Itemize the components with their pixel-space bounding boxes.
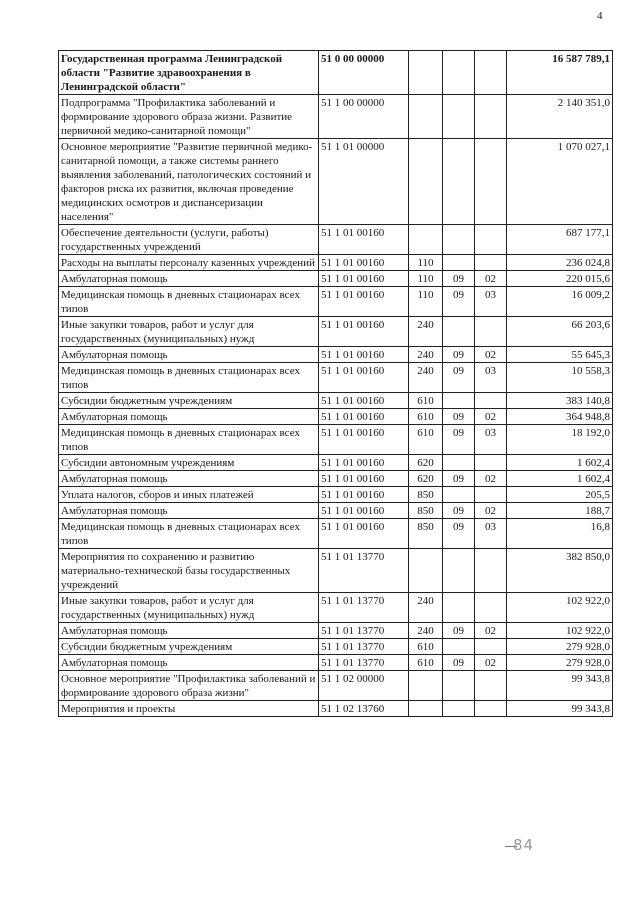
row-name-cell: Расходы на выплаты персоналу казенных учреждений — [59, 255, 319, 271]
row-section-cell: 09 — [443, 271, 475, 287]
row-name-cell: Мероприятия по сохранению и развитию материально-технической базы государственных учреждений — [59, 549, 319, 593]
row-code-cell: 51 1 01 00160 — [319, 363, 409, 393]
row-subsection-cell — [475, 95, 507, 139]
row-code-cell: 51 1 01 00160 — [319, 519, 409, 549]
row-name-cell: Амбулаторная помощь — [59, 347, 319, 363]
row-code-cell: 51 1 01 13770 — [319, 549, 409, 593]
row-section-cell — [443, 317, 475, 347]
handwritten-page-mark: 84 — [513, 836, 535, 854]
row-sum-cell: 1 602,4 — [507, 455, 613, 471]
row-name-cell: Основное мероприятие "Профилактика заболеваний и формирование здорового образа жизни" — [59, 671, 319, 701]
row-sum-cell: 382 850,0 — [507, 549, 613, 593]
table-row — [59, 639, 613, 655]
row-name-cell: Субсидии бюджетным учреждениям — [59, 393, 319, 409]
row-section-cell: 09 — [443, 347, 475, 363]
row-code-cell: 51 1 02 13760 — [319, 701, 409, 717]
row-section-cell: 09 — [443, 503, 475, 519]
table-row — [59, 701, 613, 717]
row-section-cell: 09 — [443, 287, 475, 317]
row-expense-type-cell: 240 — [409, 363, 443, 393]
row-expense-type-cell — [409, 671, 443, 701]
row-code-cell: 51 0 00 00000 — [319, 51, 409, 95]
row-sum-cell: 55 645,3 — [507, 347, 613, 363]
row-code-cell: 51 1 01 13770 — [319, 639, 409, 655]
row-section-cell: 09 — [443, 409, 475, 425]
row-sum-cell: 16 009,2 — [507, 287, 613, 317]
row-section-cell: 09 — [443, 519, 475, 549]
row-subsection-cell: 02 — [475, 503, 507, 519]
row-sum-cell: 2 140 351,0 — [507, 95, 613, 139]
row-name-cell: Обеспечение деятельности (услуги, работы) государственных учреждений — [59, 225, 319, 255]
table-row — [59, 655, 613, 671]
row-expense-type-cell — [409, 51, 443, 95]
row-code-cell: 51 1 01 00160 — [319, 503, 409, 519]
row-name-cell: Амбулаторная помощь — [59, 409, 319, 425]
table-row — [59, 271, 613, 287]
row-code-cell: 51 1 01 00160 — [319, 287, 409, 317]
table-row — [59, 225, 613, 255]
row-code-cell: 51 1 01 00160 — [319, 393, 409, 409]
row-subsection-cell: 02 — [475, 347, 507, 363]
table-row — [59, 393, 613, 409]
row-expense-type-cell — [409, 225, 443, 255]
row-expense-type-cell: 610 — [409, 425, 443, 455]
row-expense-type-cell: 240 — [409, 347, 443, 363]
row-name-cell: Медицинская помощь в дневных стационарах всех типов — [59, 363, 319, 393]
row-subsection-cell — [475, 701, 507, 717]
row-section-cell — [443, 639, 475, 655]
row-name-cell: Субсидии бюджетным учреждениям — [59, 639, 319, 655]
row-name-cell: Основное мероприятие "Развитие первичной медико-санитарной помощи, а также системы раннего выявления заболеваний, патологических состояний и факторов риска их развития, включая проведение медицинских осмотров и диспансеризации населения" — [59, 139, 319, 225]
row-subsection-cell: 03 — [475, 287, 507, 317]
row-code-cell: 51 1 01 00160 — [319, 487, 409, 503]
row-expense-type-cell: 620 — [409, 455, 443, 471]
row-code-cell: 51 1 01 00160 — [319, 409, 409, 425]
row-subsection-cell: 02 — [475, 409, 507, 425]
row-subsection-cell — [475, 393, 507, 409]
row-name-cell: Государственная программа Ленинградской области "Развитие здравоохранения в Ленинградской области" — [59, 51, 319, 95]
row-name-cell: Амбулаторная помощь — [59, 623, 319, 639]
row-expense-type-cell — [409, 701, 443, 717]
row-expense-type-cell: 850 — [409, 519, 443, 549]
row-code-cell: 51 1 01 00160 — [319, 455, 409, 471]
row-name-cell: Уплата налогов, сборов и иных платежей — [59, 487, 319, 503]
table-row — [59, 503, 613, 519]
row-code-cell: 51 1 01 00160 — [319, 317, 409, 347]
row-expense-type-cell: 610 — [409, 655, 443, 671]
row-name-cell: Медицинская помощь в дневных стационарах всех типов — [59, 425, 319, 455]
row-code-cell: 51 1 01 00160 — [319, 347, 409, 363]
row-subsection-cell — [475, 549, 507, 593]
row-sum-cell: 18 192,0 — [507, 425, 613, 455]
row-name-cell: Подпрограмма "Профилактика заболеваний и формирование здорового образа жизни. Развитие первичной медико-санитарной помощи" — [59, 95, 319, 139]
row-section-cell — [443, 255, 475, 271]
row-section-cell: 09 — [443, 471, 475, 487]
row-section-cell — [443, 549, 475, 593]
row-expense-type-cell: 610 — [409, 409, 443, 425]
row-section-cell — [443, 487, 475, 503]
row-section-cell — [443, 225, 475, 255]
row-code-cell: 51 1 01 00160 — [319, 425, 409, 455]
table-row — [59, 671, 613, 701]
row-section-cell — [443, 51, 475, 95]
table-row — [59, 139, 613, 225]
row-expense-type-cell: 110 — [409, 287, 443, 317]
row-section-cell: 09 — [443, 363, 475, 393]
row-sum-cell: 279 928,0 — [507, 655, 613, 671]
row-sum-cell: 16,8 — [507, 519, 613, 549]
table-row — [59, 51, 613, 95]
row-expense-type-cell — [409, 549, 443, 593]
row-subsection-cell: 02 — [475, 623, 507, 639]
row-sum-cell: 383 140,8 — [507, 393, 613, 409]
row-sum-cell: 66 203,6 — [507, 317, 613, 347]
row-sum-cell: 687 177,1 — [507, 225, 613, 255]
row-subsection-cell — [475, 487, 507, 503]
row-code-cell: 51 1 01 00000 — [319, 139, 409, 225]
row-sum-cell: 102 922,0 — [507, 623, 613, 639]
row-expense-type-cell: 850 — [409, 487, 443, 503]
table-row — [59, 487, 613, 503]
row-code-cell: 51 1 01 13770 — [319, 623, 409, 639]
table-row — [59, 347, 613, 363]
table-row — [59, 549, 613, 593]
row-subsection-cell: 02 — [475, 471, 507, 487]
row-sum-cell: 1 070 027,1 — [507, 139, 613, 225]
table-row — [59, 317, 613, 347]
row-subsection-cell — [475, 139, 507, 225]
row-sum-cell: 1 602,4 — [507, 471, 613, 487]
row-subsection-cell: 02 — [475, 271, 507, 287]
row-name-cell: Амбулаторная помощь — [59, 655, 319, 671]
row-name-cell: Субсидии автономным учреждениям — [59, 455, 319, 471]
row-code-cell: 51 1 00 00000 — [319, 95, 409, 139]
row-sum-cell: 102 922,0 — [507, 593, 613, 623]
row-sum-cell: 220 015,6 — [507, 271, 613, 287]
table-row — [59, 409, 613, 425]
table-row — [59, 95, 613, 139]
row-section-cell — [443, 671, 475, 701]
row-subsection-cell — [475, 671, 507, 701]
row-code-cell: 51 1 01 00160 — [319, 225, 409, 255]
row-section-cell: 09 — [443, 425, 475, 455]
row-sum-cell: 279 928,0 — [507, 639, 613, 655]
row-name-cell: Медицинская помощь в дневных стационарах всех типов — [59, 519, 319, 549]
row-code-cell: 51 1 01 00160 — [319, 471, 409, 487]
row-expense-type-cell: 240 — [409, 317, 443, 347]
row-name-cell: Мероприятия и проекты — [59, 701, 319, 717]
row-code-cell: 51 1 01 00160 — [319, 271, 409, 287]
row-subsection-cell — [475, 317, 507, 347]
row-sum-cell: 16 587 789,1 — [507, 51, 613, 95]
row-subsection-cell — [475, 51, 507, 95]
row-code-cell: 51 1 01 13770 — [319, 593, 409, 623]
row-expense-type-cell: 620 — [409, 471, 443, 487]
row-expense-type-cell: 610 — [409, 639, 443, 655]
row-section-cell: 09 — [443, 623, 475, 639]
row-subsection-cell: 03 — [475, 425, 507, 455]
row-expense-type-cell: 240 — [409, 623, 443, 639]
row-name-cell: Амбулаторная помощь — [59, 471, 319, 487]
row-subsection-cell: 03 — [475, 519, 507, 549]
row-expense-type-cell: 110 — [409, 271, 443, 287]
table-row — [59, 471, 613, 487]
row-name-cell: Иные закупки товаров, работ и услуг для государственных (муниципальных) нужд — [59, 593, 319, 623]
row-name-cell: Иные закупки товаров, работ и услуг для государственных (муниципальных) нужд — [59, 317, 319, 347]
row-expense-type-cell — [409, 95, 443, 139]
row-section-cell — [443, 139, 475, 225]
table-row — [59, 287, 613, 317]
row-subsection-cell — [475, 225, 507, 255]
row-sum-cell: 188,7 — [507, 503, 613, 519]
row-sum-cell: 99 343,8 — [507, 701, 613, 717]
row-code-cell: 51 1 01 13770 — [319, 655, 409, 671]
budget-table — [58, 50, 613, 717]
table-row — [59, 519, 613, 549]
row-subsection-cell: 02 — [475, 655, 507, 671]
row-subsection-cell: 03 — [475, 363, 507, 393]
row-sum-cell: 10 558,3 — [507, 363, 613, 393]
row-subsection-cell — [475, 455, 507, 471]
table-row — [59, 363, 613, 393]
row-expense-type-cell: 850 — [409, 503, 443, 519]
table-row — [59, 425, 613, 455]
budget-table-body — [59, 51, 613, 717]
row-section-cell — [443, 455, 475, 471]
row-section-cell — [443, 95, 475, 139]
row-code-cell: 51 1 01 00160 — [319, 255, 409, 271]
row-expense-type-cell: 610 — [409, 393, 443, 409]
row-sum-cell: 236 024,8 — [507, 255, 613, 271]
row-section-cell: 09 — [443, 655, 475, 671]
row-sum-cell: 364 948,8 — [507, 409, 613, 425]
row-expense-type-cell: 110 — [409, 255, 443, 271]
row-subsection-cell — [475, 593, 507, 623]
row-sum-cell: 205,5 — [507, 487, 613, 503]
row-name-cell: Амбулаторная помощь — [59, 271, 319, 287]
table-row — [59, 623, 613, 639]
row-subsection-cell — [475, 639, 507, 655]
row-section-cell — [443, 701, 475, 717]
row-expense-type-cell — [409, 139, 443, 225]
table-row — [59, 455, 613, 471]
row-subsection-cell — [475, 255, 507, 271]
row-code-cell: 51 1 02 00000 — [319, 671, 409, 701]
table-row — [59, 255, 613, 271]
row-sum-cell: 99 343,8 — [507, 671, 613, 701]
row-section-cell — [443, 393, 475, 409]
page-number: 4 — [597, 10, 603, 22]
row-section-cell — [443, 593, 475, 623]
table-row — [59, 593, 613, 623]
row-expense-type-cell: 240 — [409, 593, 443, 623]
row-name-cell: Амбулаторная помощь — [59, 503, 319, 519]
row-name-cell: Медицинская помощь в дневных стационарах всех типов — [59, 287, 319, 317]
